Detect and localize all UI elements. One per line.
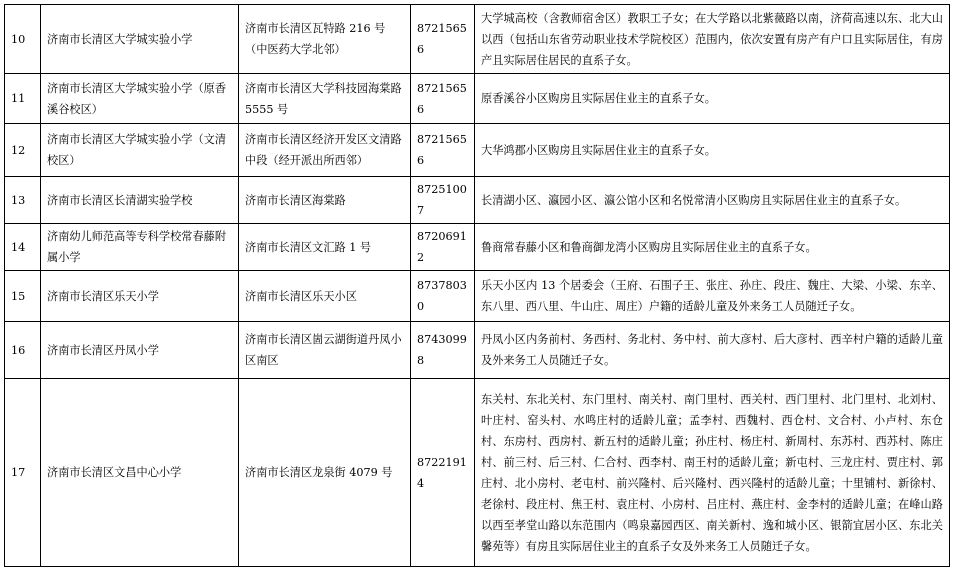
enrollment-area: 原香溪谷小区购房且实际居住业主的直系子女。 — [475, 74, 950, 124]
enrollment-area: 大学城高校（含教师宿舍区）教职工子女；在大学路以北紫薇路以南，济荷高速以东、北大山以西（包括山东省劳动职业技术学院校区）范围内，依次安置有房产有户口且实际居住，有房产且实际居住居民的直系子女。 — [475, 5, 950, 74]
table-row — [5, 124, 950, 177]
school-address: 济南市长清区乐天小区 — [239, 271, 411, 322]
school-address: 济南市长清区经济开发区文清路中段（经开派出所西邻） — [239, 124, 411, 177]
school-address: 济南市长清区瓦特路 216 号（中医药大学北邻） — [239, 5, 411, 74]
school-phone: 87215656 — [411, 5, 475, 74]
enrollment-area: 东关村、东北关村、东门里村、南关村、南门里村、西关村、西门里村、北门里村、北刘村、叶庄村、窑头村、水鸣庄村的适龄儿童；孟李村、西魏村、西仓村、文合村、小卢村、东仓村、东房村、西房村、新五村的适龄儿童；孙庄村、杨庄村、新周村、东苏村、西苏村、陈庄村、前三村、后三村、仁合村、西李村、南王村的适龄儿童；新屯村、三龙庄村、贾庄村、郭庄村、北小房村、老屯村、前兴隆村、后兴隆村、西兴隆村的适龄儿童；十里铺村、新徐村、老徐村、段庄村、焦王村、袁庄村、小房村、吕庄村、燕庄村、金李村的适龄儿童；在峰山路以西至孝堂山路以东范围内（鸣泉嘉园西区、南关新村、逸和城小区、银箭宜居小区、东北关馨苑等）有房且实际居住业主的直系子女及外来务工人员随迁子女。 — [475, 379, 950, 567]
enrollment-area: 乐天小区内 13 个居委会（王府、石围子王、张庄、孙庄、段庄、魏庄、大梁、小梁、东辛、东八里、西八里、牛山庄、周庄）户籍的适龄儿童及外来务工人员随迁子女。 — [475, 271, 950, 322]
school-phone: 87206912 — [411, 224, 475, 271]
school-name: 济南市长清区丹凤小学 — [41, 322, 239, 379]
table-row — [5, 177, 950, 224]
school-phone: 87221914 — [411, 379, 475, 567]
school-phone: 87378030 — [411, 271, 475, 322]
row-number: 14 — [5, 224, 41, 271]
school-address: 济南市长清区大学科技园海棠路 5555 号 — [239, 74, 411, 124]
school-name: 济南市长清区大学城实验小学（原香溪谷校区） — [41, 74, 239, 124]
school-address: 济南市长清区海棠路 — [239, 177, 411, 224]
school-name: 济南市长清区大学城实验小学 — [41, 5, 239, 74]
enrollment-area: 丹凤小区内务前村、务西村、务北村、务中村、前大彦村、后大彦村、西辛村户籍的适龄儿童及外来务工人员随迁子女。 — [475, 322, 950, 379]
school-name: 济南市长清区乐天小学 — [41, 271, 239, 322]
school-address: 济南市长清区龙泉街 4079 号 — [239, 379, 411, 567]
row-number: 15 — [5, 271, 41, 322]
school-phone: 87215656 — [411, 74, 475, 124]
enrollment-area: 大华鸿郡小区购房且实际居住业主的直系子女。 — [475, 124, 950, 177]
table-row — [5, 379, 950, 567]
school-phone: 87430998 — [411, 322, 475, 379]
school-name: 济南幼儿师范高等专科学校常春藤附属小学 — [41, 224, 239, 271]
school-name: 济南市长清区大学城实验小学（文清校区） — [41, 124, 239, 177]
row-number: 10 — [5, 5, 41, 74]
school-district-table — [4, 4, 950, 567]
school-address: 济南市长清区文汇路 1 号 — [239, 224, 411, 271]
row-number: 17 — [5, 379, 41, 567]
school-name: 济南市长清区文昌中心小学 — [41, 379, 239, 567]
row-number: 12 — [5, 124, 41, 177]
table-row — [5, 224, 950, 271]
school-name: 济南市长清区长清湖实验学校 — [41, 177, 239, 224]
table-row — [5, 322, 950, 379]
row-number: 11 — [5, 74, 41, 124]
school-phone: 87215656 — [411, 124, 475, 177]
table-row — [5, 74, 950, 124]
school-phone: 87251007 — [411, 177, 475, 224]
row-number: 13 — [5, 177, 41, 224]
enrollment-area: 鲁商常春藤小区和鲁商御龙湾小区购房且实际居住业主的直系子女。 — [475, 224, 950, 271]
table-row — [5, 5, 950, 74]
table-row — [5, 271, 950, 322]
row-number: 16 — [5, 322, 41, 379]
enrollment-area: 长清湖小区、瀛园小区、瀛公馆小区和名悦常清小区购房且实际居住业主的直系子女。 — [475, 177, 950, 224]
school-address: 济南市长清区崮云湖街道丹凤小区南区 — [239, 322, 411, 379]
